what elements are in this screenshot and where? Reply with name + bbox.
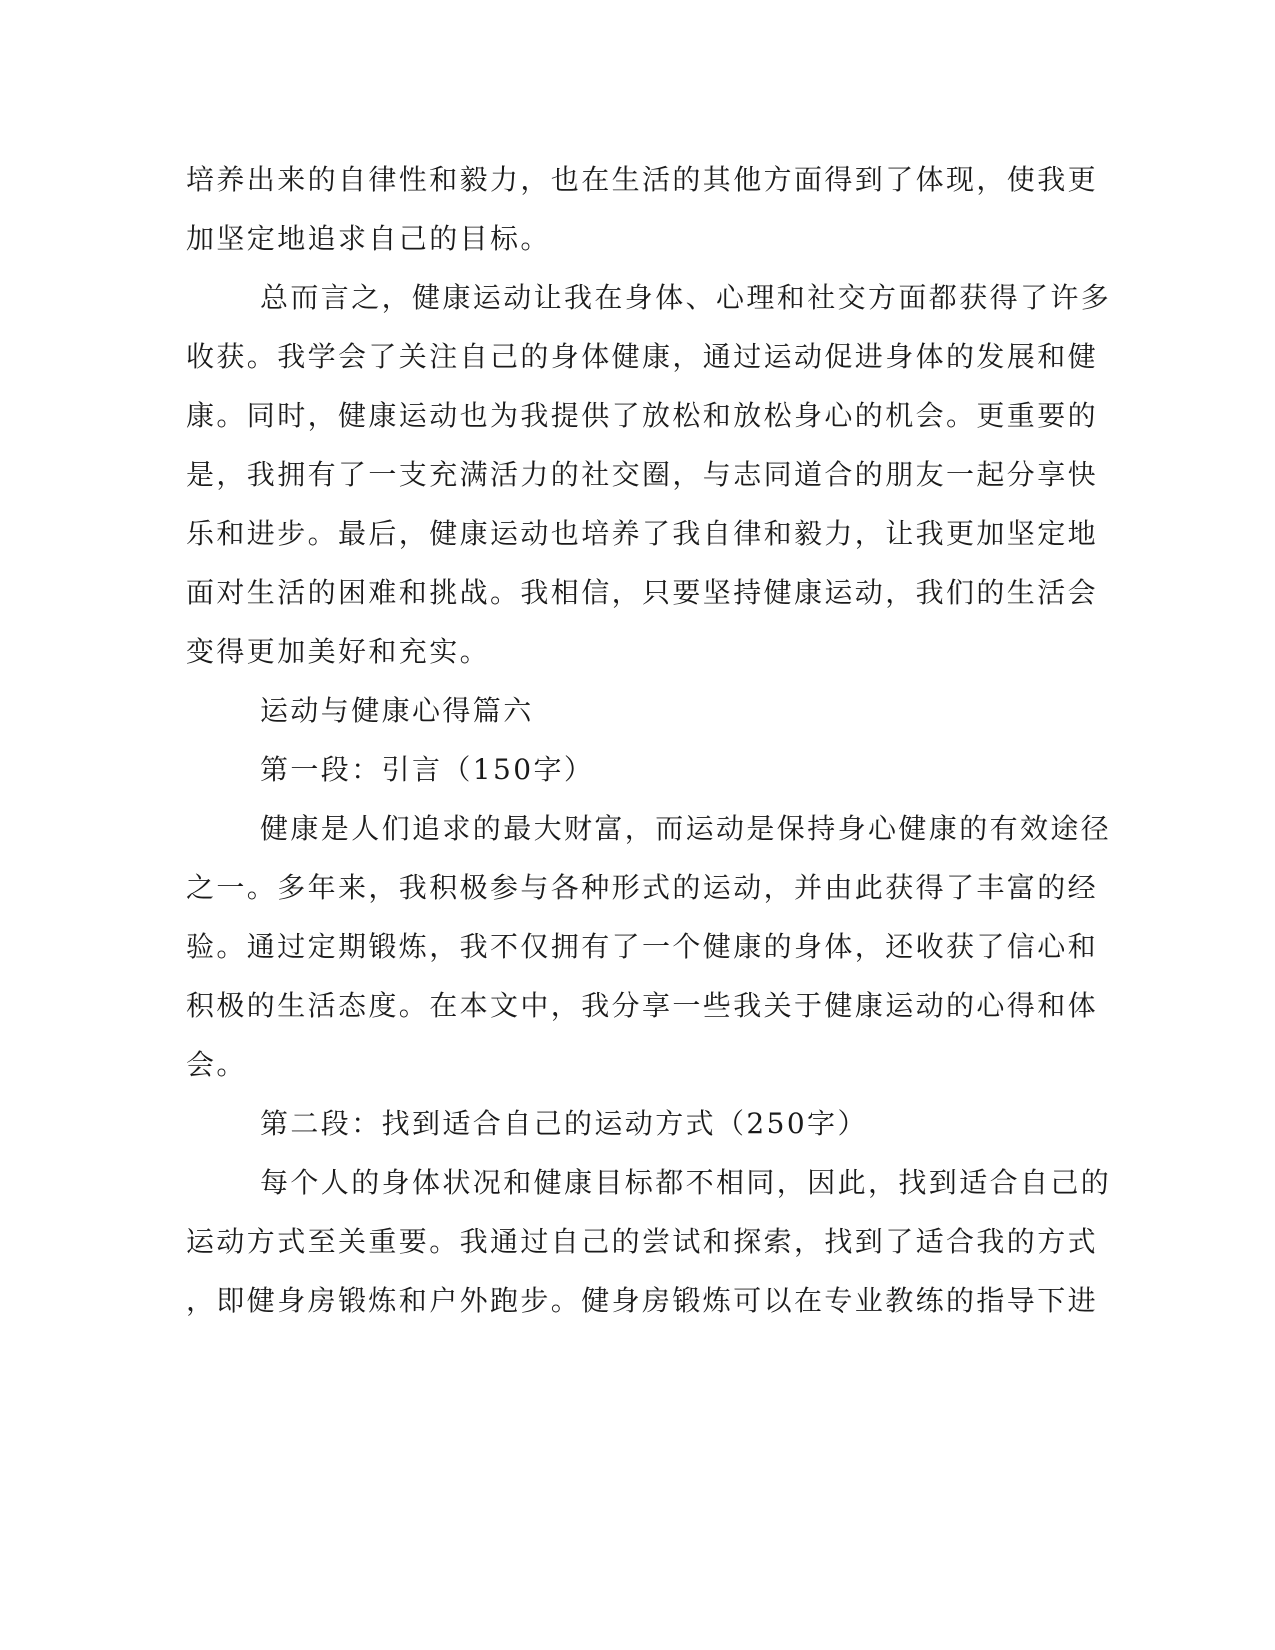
body-text-line: 变得更加美好和充实。 [186,635,491,668]
body-text-line: 之一。多年来，我积极参与各种形式的运动，并由此获得了丰富的经 [186,871,1099,904]
body-text-line: 加坚定地追求自己的目标。 [186,222,551,255]
body-text-line: 培养出来的自律性和毅力，也在生活的其他方面得到了体现，使我更 [186,163,1099,196]
body-text-line: 会。 [186,1048,247,1081]
body-text-line: 收获。我学会了关注自己的身体健康，通过运动促进身体的发展和健 [186,340,1099,373]
paragraph-first-line: 每个人的身体状况和健康目标都不相同，因此，找到适合自己的 [260,1166,1112,1199]
body-text-line: 是，我拥有了一支充满活力的社交圈，与志同道合的朋友一起分享快 [186,458,1099,491]
section-heading: 第一段：引言（150字） [260,753,595,786]
body-text-line: ，即健身房锻炼和户外跑步。健身房锻炼可以在专业教练的指导下进 [186,1284,1099,1317]
paragraph-first-line: 健康是人们追求的最大财富，而运动是保持身心健康的有效途径 [260,812,1112,845]
body-text-line: 康。同时，健康运动也为我提供了放松和放松身心的机会。更重要的 [186,399,1099,432]
body-text-line: 乐和进步。最后，健康运动也培养了我自律和毅力，让我更加坚定地 [186,517,1099,550]
body-text-line: 面对生活的困难和挑战。我相信，只要坚持健康运动，我们的生活会 [186,576,1099,609]
paragraph-first-line: 总而言之，健康运动让我在身体、心理和社交方面都获得了许多 [260,281,1112,314]
body-text-line: 验。通过定期锻炼，我不仅拥有了一个健康的身体，还收获了信心和 [186,930,1099,963]
body-text-line: 积极的生活态度。在本文中，我分享一些我关于健康运动的心得和体 [186,989,1099,1022]
body-text-line: 运动方式至关重要。我通过自己的尝试和探索，找到了适合我的方式 [186,1225,1099,1258]
section-title: 运动与健康心得篇六 [260,694,534,727]
section-heading: 第二段：找到适合自己的运动方式（250字） [260,1107,868,1140]
